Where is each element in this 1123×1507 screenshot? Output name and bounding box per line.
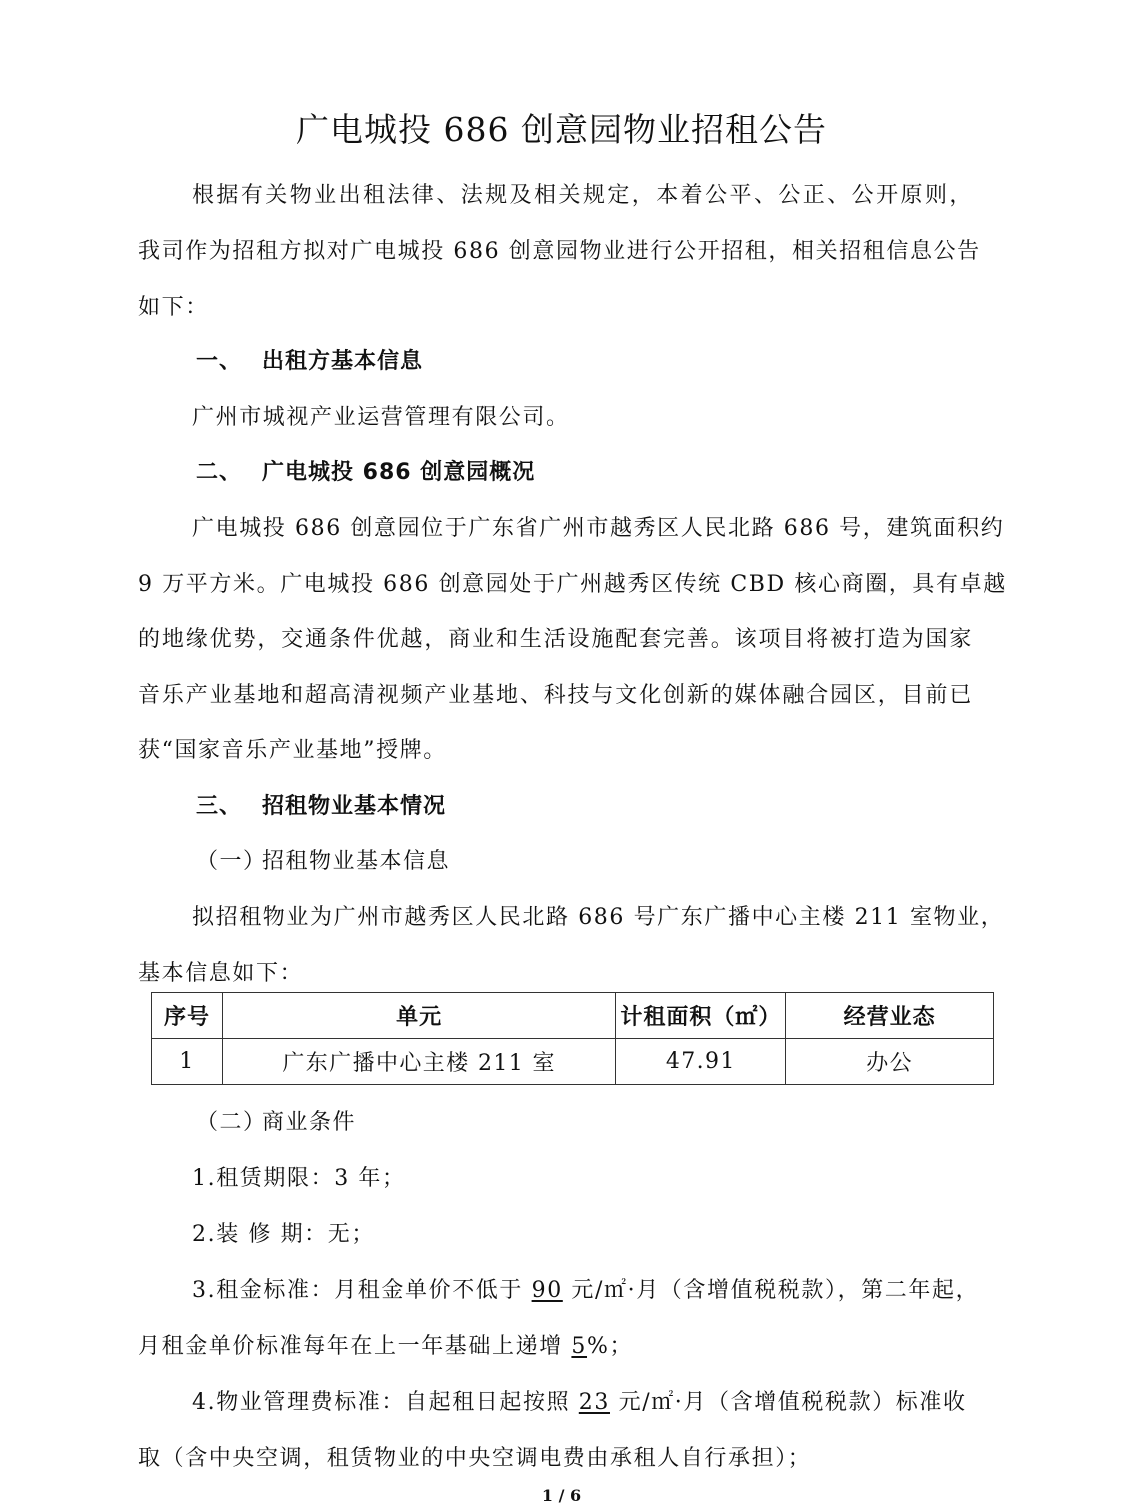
rent-price: 90	[531, 1278, 563, 1303]
section-3-heading	[196, 793, 446, 821]
subsection-1-title: 招租物业基本信息	[262, 849, 451, 874]
col-header-unit: 单元	[222, 993, 615, 1039]
intro-line-3: 如下：	[138, 295, 209, 320]
page-number: 1 / 6	[541, 1486, 582, 1505]
rent-increase-suffix: %；	[587, 1334, 634, 1359]
fee-text-b: 元/㎡·月（含增值税税款）标准收	[610, 1390, 967, 1415]
property-desc-line-1: 拟招租物业为广州市越秀区人民北路 686 号广东广播中心主楼 211 室物业，	[192, 905, 1005, 930]
subsection-1-heading	[196, 848, 450, 876]
section-3-title: 招租物业基本情况	[262, 794, 447, 819]
section-2-heading	[196, 459, 535, 487]
section-3-number: 三、	[196, 794, 243, 819]
table-row	[152, 1039, 994, 1085]
lessor-name: 广州市城视产业运营管理有限公司。	[192, 405, 570, 430]
rent-increase-text: 月租金单价标准每年在上一年基础上递增	[138, 1334, 572, 1359]
lease-term: 1.租赁期限：3 年；	[192, 1166, 406, 1191]
management-fee-line-1	[192, 1389, 973, 1417]
section-2-number: 二、	[196, 460, 243, 485]
overview-line-2: 9 万平方米。广电城投 686 创意园处于广州越秀区传统 CBD 核心商圈，具有卓越	[138, 572, 1007, 597]
section-2-title: 广电城投 686 创意园概况	[262, 460, 536, 485]
subsection-2-title: 商业条件	[262, 1110, 357, 1135]
subsection-2-heading	[196, 1109, 356, 1137]
col-header-area: 计租面积（㎡）	[616, 993, 786, 1039]
renovation-period: 2.装 修 期：无；	[192, 1222, 375, 1247]
intro-line-1: 根据有关物业出租法律、法规及相关规定，本着公平、公正、公开原则，	[192, 183, 973, 208]
col-header-usage: 经营业态	[786, 993, 994, 1039]
cell-unit: 广东广播中心主楼 211 室	[222, 1039, 615, 1085]
rent-standard-line-2	[138, 1333, 973, 1361]
overview-line-5: 获“国家音乐产业基地”授牌。	[138, 738, 447, 763]
section-1-title: 出租方基本信息	[262, 349, 424, 374]
overview-line-4: 音乐产业基地和超高清视频产业基地、科技与文化创新的媒体融合园区，目前已	[138, 683, 973, 708]
col-header-serial: 序号	[152, 993, 223, 1039]
subsection-2-number: （二）	[196, 1110, 267, 1135]
management-fee-price: 23	[578, 1390, 610, 1415]
overview-line-3: 的地缘优势，交通条件优越，商业和生活设施配套完善。该项目将被打造为国家	[138, 627, 973, 652]
intro-line-2: 我司作为招租方拟对广电城投 686 创意园物业进行公开招租，相关招租信息公告	[138, 239, 981, 264]
rent-increase-rate: 5	[571, 1334, 588, 1359]
rent-standard-line-1	[192, 1277, 980, 1305]
cell-serial: 1	[152, 1039, 223, 1085]
cell-usage: 办公	[786, 1039, 994, 1085]
management-fee-line-2: 取（含中央空调，租赁物业的中央空调电费由承租人自行承担）；	[138, 1446, 812, 1471]
overview-line-1: 广电城投 686 创意园位于广东省广州市越秀区人民北路 686 号，建筑面积约	[192, 516, 1005, 541]
table-header-row	[152, 993, 994, 1039]
section-1-heading	[196, 348, 423, 376]
cell-area: 47.91	[616, 1039, 786, 1085]
property-table	[151, 992, 994, 1085]
document-title: 广电城投 686 创意园物业招租公告	[296, 110, 827, 149]
rent-text-a: 3.租金标准：月租金单价不低于	[192, 1278, 532, 1303]
rent-text-b: 元/㎡·月（含增值税税款），第二年起，	[562, 1278, 980, 1303]
subsection-1-number: （一）	[196, 849, 267, 874]
section-1-number: 一、	[196, 349, 243, 374]
fee-text-a: 4.物业管理费标准：自起租日起按照	[192, 1390, 579, 1415]
property-desc-line-2: 基本信息如下：	[138, 961, 304, 986]
